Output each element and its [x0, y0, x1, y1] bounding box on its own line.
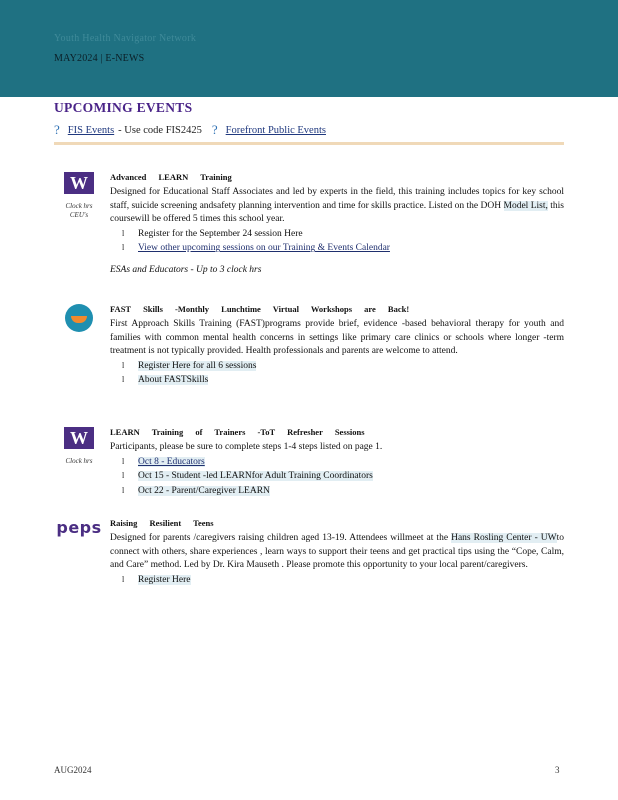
- clock-hours-label: Clock hrs CEU's: [65, 202, 93, 219]
- event-title: FAST Skills -Monthly Lunchtime Virtual Workshops are Back!: [110, 304, 410, 314]
- header-band: [0, 0, 618, 97]
- event-body: [110, 427, 564, 498]
- list-item[interactable]: l View other upcoming sessions on our Training & Events Calendar: [122, 243, 390, 254]
- uw-logo-icon: W: [64, 172, 94, 194]
- peps-logo-icon: peps: [56, 518, 102, 537]
- footer-date: AUG2024: [54, 765, 92, 775]
- list-item[interactable]: l About FASTSkills: [122, 375, 209, 386]
- fis-events-link[interactable]: FIS Events: [67, 124, 115, 136]
- list-item[interactable]: l Oct 22 - Parent/Caregiver LEARN: [122, 485, 270, 496]
- event-list: [110, 227, 564, 256]
- event-logo-column: [54, 172, 104, 220]
- event-body: [110, 304, 564, 388]
- event-logo-column: [54, 427, 104, 466]
- forefront-events-link[interactable]: Forefront Public Events: [225, 124, 326, 136]
- event-logo-column: [54, 304, 104, 332]
- event-note: ESAs and Educators - Up to 3 clock hrs: [110, 264, 262, 275]
- question-mark-icon: ?: [211, 122, 218, 137]
- header-faint-title: Youth Health Navigator Network: [54, 33, 197, 44]
- event-body: [110, 172, 564, 275]
- event-logo-column: [54, 518, 104, 537]
- list-item[interactable]: l Oct 15 - Student -led LEARNfor Adult Training Coordinators: [122, 471, 373, 482]
- event-body: [110, 518, 564, 587]
- event-description: Designed for parents /caregivers raising children aged 13-19. Attendees willmeet at the Hans Rosling Center - UWto connect with others, share experiences , learn ways to support their teens and get practical tips using the “Cope, Calm, and Care” method. Led by Dr. Kira Mauseth . Please promote this opportunity to your local parent/caregivers.: [110, 533, 564, 571]
- event-list: [110, 573, 564, 588]
- section-title: UPCOMING EVENTS: [54, 100, 193, 115]
- clock-hours-label: Clock hrs: [65, 457, 93, 465]
- question-mark-icon: ?: [54, 122, 60, 137]
- section-divider: [54, 142, 564, 145]
- list-item[interactable]: l Register Here: [122, 574, 191, 585]
- fast-logo-icon: [65, 304, 93, 332]
- event-list: [110, 359, 564, 388]
- event-links-row: [54, 122, 326, 138]
- event-title: LEARN Training of Trainers -ToT Refresher Sessions: [110, 427, 365, 437]
- event-description: Participants, please be sure to complete steps 1-4 steps listed on page 1.: [110, 442, 383, 452]
- promo-code-text: - Use code FIS2425: [118, 124, 202, 136]
- header-date-line: MAY2024 | E-NEWS: [54, 53, 145, 64]
- list-item[interactable]: l Register for the September 24 session Here: [122, 228, 303, 239]
- hans-rosling-link[interactable]: Hans Rosling Center - UW: [451, 533, 557, 543]
- event-description: Designed for Educational Staff Associates and led by experts in the field, this training includes topics for key school staff, suicide screening andsafety planning intervention and time for skills practice. Listed on the DOH Model List, this coursewill be offered 5 times this school year.: [110, 187, 564, 225]
- page-number: 3: [555, 765, 560, 775]
- list-item[interactable]: l Oct 8 - Educators: [122, 456, 205, 467]
- event-list: [110, 455, 564, 499]
- event-title: Raising Resilient Teens: [110, 518, 214, 528]
- model-list-link[interactable]: Model List,: [503, 200, 548, 211]
- list-item[interactable]: l Register Here for all 6 sessions: [122, 360, 257, 371]
- event-title: Advanced LEARN Training: [110, 172, 232, 182]
- event-description: First Approach Skills Training (FAST)programs provide brief, evidence -based behavioral therapy for youth and families with common mental health concerns in settings like primary care clinics or schools where longer -term treatment is not typically provided. Health professionals and parents are welcome to attend.: [110, 319, 564, 357]
- uw-logo-icon: W: [64, 427, 94, 449]
